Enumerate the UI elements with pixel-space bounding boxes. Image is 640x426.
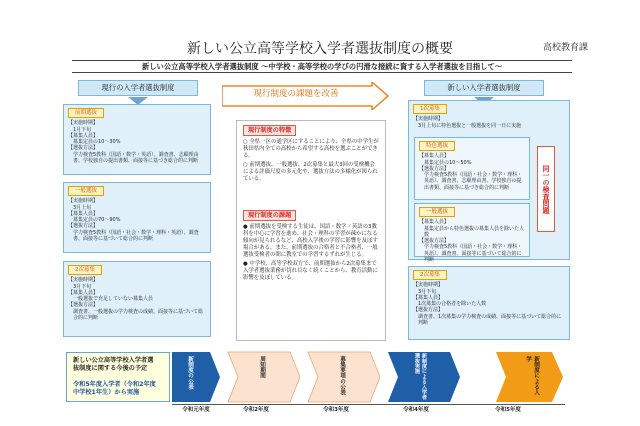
right-second-title: 2次募集 <box>413 270 447 280</box>
schedule-label-line <box>73 373 163 381</box>
feature-item: ○ 前期選抜、一般選抜、2次募集と最大3回の受検機会による評価尺度の多元化や、選抜方法の多様化が図られている。 <box>243 162 378 182</box>
second-recruit-line: 【選抜方法】 <box>68 302 99 309</box>
year-label-1: 令和元年度 <box>182 407 210 413</box>
schedule-label-line: 令和5年度入学者（令和2年度 <box>73 381 156 388</box>
issues-title: 現行制度の課題 <box>243 210 296 221</box>
general-selection-panel <box>63 182 211 253</box>
tokushoku-line: 募集定員の10～50% <box>424 159 472 166</box>
stage-label-4: 新制度による入学者選抜実施 <box>414 353 427 400</box>
early-selection-line: 【実施時期】 <box>68 120 99 127</box>
early-selection-panel <box>63 104 211 175</box>
general-selection-line: 【実施時期】 <box>68 198 99 205</box>
general-selection-line: 【募集人員】 <box>68 210 99 217</box>
year-label-3: 令和3年度 <box>323 407 349 413</box>
first-recruit-line: 【実施時期】 <box>413 116 444 123</box>
improve-banner-text: 現行制度の課題を改善 <box>253 89 339 99</box>
right-second-line: 【実施時期】 <box>413 282 444 289</box>
ippan-line: 学力検査5教科（国語・社会・数学・理科・英語）、調査書、面接等に基づいて総合的に判断 <box>424 244 523 264</box>
second-recruit-line: 【実施時期】 <box>68 277 99 284</box>
ippan-panel <box>414 203 530 264</box>
year-label-2: 令和2年度 <box>243 407 269 413</box>
tokushoku-line: 学力検査5教科（国語・社会・数学・理科・英語）、調査書、志願理由書、学校独自の提出書類、面接等に基づき総合的に判断 <box>424 172 523 191</box>
stage-label-3: 募集要項の公表 <box>339 356 345 396</box>
current-issues-panel <box>236 206 386 341</box>
feature-item: ○ 全県一区の通学区にすることにより、全県の中学生が秋田県内全ての高校から希望する高校を選ぶことができる。 <box>243 139 379 159</box>
schedule-label-line: 中学校1年生）から実施 <box>73 389 140 396</box>
issue-item: ● 中学校、高等学校双方で、前期選抜から2次募集まで入学者選抜業務が切れ目なく続くことから、教育活動に影響を及ぼしている。 <box>243 261 378 281</box>
schedule-label-line: 新しい公立高等学校入学者選 <box>73 357 154 364</box>
tokushoku-title: 特色選抜 <box>419 141 455 151</box>
right-second-recruit-panel <box>408 266 570 340</box>
early-selection-line: 募集定員の10～30% <box>73 139 121 146</box>
schedule-label <box>66 352 170 402</box>
right-second-line: 3月下旬 <box>418 288 437 295</box>
ippan-title: 一般選抜 <box>419 207 455 217</box>
general-selection-title: 一般選抜 <box>68 186 104 196</box>
subtitle-bar: 新しい公立高等学校入学者選抜制度 ～中学校・高等学校の学びの円滑な接続に資する入学者選抜を目指して～ <box>72 60 572 73</box>
same-exam-box <box>537 146 555 232</box>
general-selection-line: 学力検査5教科（国語・社会・数学・理科・英語）、調査書、面接等に基づいて総合的に判断 <box>73 229 199 243</box>
early-selection-title: 前期選抜 <box>68 108 104 118</box>
first-recruit-title: 1次募集 <box>413 104 447 114</box>
department-label: 高校教育課 <box>542 43 588 53</box>
second-recruit-panel <box>63 261 211 337</box>
early-selection-line: 【選抜方法】 <box>68 145 99 152</box>
early-selection-line: 学力検査5教科（国語・数学・英語）、調査書、志願理由書、学校独自の提出書類、面接等に基づき総合的に判断 <box>73 151 199 165</box>
early-selection-line: 1月下旬 <box>73 126 92 133</box>
general-selection-line: 募集定員の70～90% <box>73 217 121 224</box>
second-recruit-line: 一般選抜で充足していない募集人員 <box>73 296 154 303</box>
right-second-line: 【選抜方法】 <box>413 307 444 314</box>
right-second-line: 調査書、1次募集の学力検査の成績、面接等に基づいて総合的に判断 <box>418 313 562 327</box>
features-title: 現行制度の特徴 <box>243 125 296 136</box>
first-recruit-line: 3月上旬に特色選抜と一般選抜を同一日に実施 <box>418 122 522 129</box>
left-header: 現行の入学者選抜制度 <box>78 80 198 96</box>
early-selection-line: 【募集人員】 <box>68 132 99 139</box>
timeline <box>172 350 565 404</box>
right-header: 新しい入学者選抜制度 <box>424 80 544 96</box>
current-features-panel <box>236 120 386 215</box>
stage-label-5: 新制度による入学 <box>525 356 539 396</box>
tokushoku-line: 【募集人員】 <box>419 153 450 160</box>
timeline-arrows <box>172 350 565 404</box>
page-title: 新しい公立高等学校入学者選抜制度の概要 <box>187 41 453 57</box>
right-second-line: 1次募集の合格者を除いた人数 <box>418 301 487 308</box>
stage-label-1: 新制度の公表 <box>187 356 193 390</box>
tokushoku-line: 【選抜方法】 <box>419 165 450 172</box>
general-selection-line: 3月上旬 <box>73 204 92 211</box>
ippan-line: 募集定員から特色選抜の募集人員を除いた人数 <box>424 225 525 238</box>
second-recruit-line: 調査書、一般選抜の学力検査の成績、面接等に基づいて総合的に判断 <box>73 308 204 322</box>
year-label-4: 令和4年度 <box>403 407 429 413</box>
ippan-line: 【募集人員】 <box>419 219 450 226</box>
same-exam-label: 同一の検査問題 <box>542 164 550 214</box>
stage-label-2: 周知期間 <box>259 356 265 379</box>
second-recruit-line: 3月下旬 <box>73 283 92 290</box>
tokushoku-panel <box>414 137 530 200</box>
second-recruit-title: 2次募集 <box>68 265 102 275</box>
general-selection-line: 【選抜方法】 <box>68 223 99 230</box>
stage-arrow-1 <box>172 352 220 402</box>
second-recruit-line: 【募集人員】 <box>68 289 99 296</box>
year-label-5: 令和5年度 <box>495 407 521 413</box>
issue-item: ● 前期選抜を受検する生徒は、国語・数学・英語の3教科を中心に学習を進め、社会・理科の学習が疎かになる傾向が見られるなど、高校入学後の学習に影響を及ぼす場合がある。また、前期選抜の合格者と不合格者、一般選抜受検者の間に教室での学習するずれが生じる。 <box>243 224 378 258</box>
right-second-line: 【募集人員】 <box>413 294 444 301</box>
schedule-label-line: 抜制度に関する今後の予定 <box>73 365 148 372</box>
ippan-line: 【選抜方法】 <box>419 238 450 245</box>
